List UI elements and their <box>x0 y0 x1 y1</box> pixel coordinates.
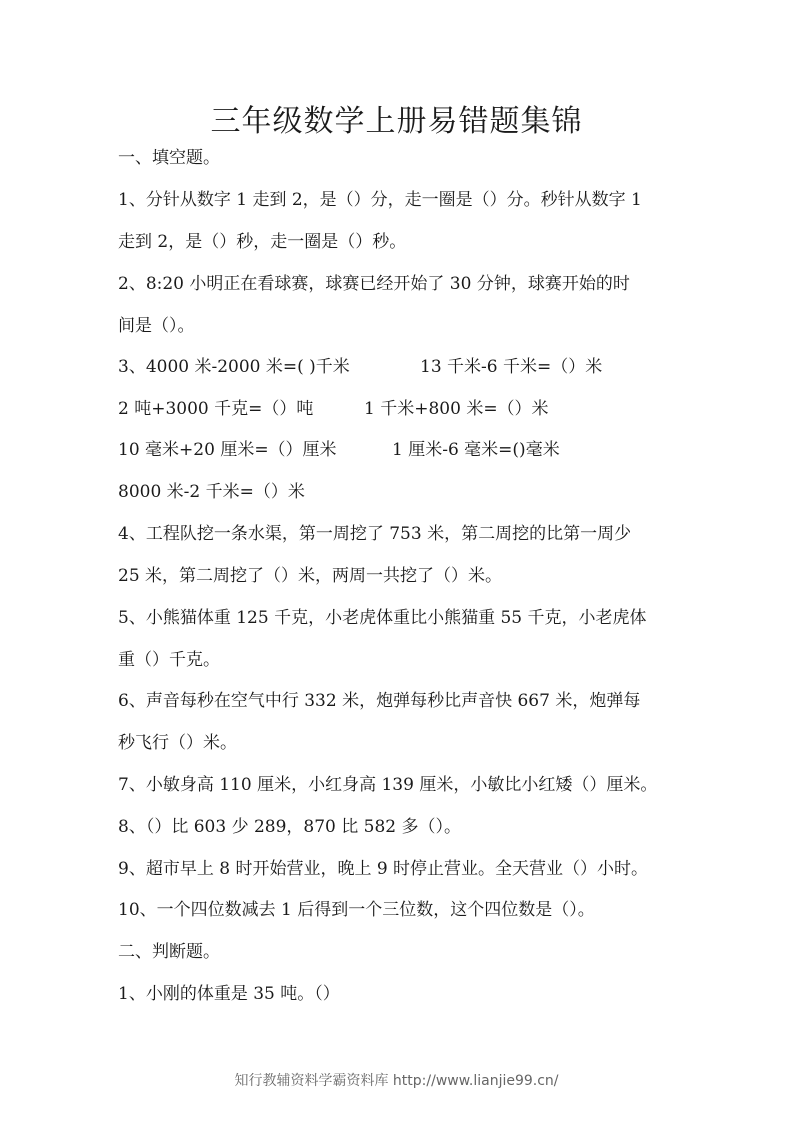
section-heading-true-false: 二、判断题。 <box>118 942 220 962</box>
page-title: 三年级数学上册易错题集锦 <box>210 104 583 139</box>
question-10: 10、一个四位数减去 1 后得到一个三位数，这个四位数是（）。 <box>118 900 595 920</box>
question-6-line-1: 6、声音每秒在空气中行 332 米，炮弹每秒比声音快 667 米，炮弹每 <box>118 691 641 711</box>
question-1-line-1: 1、分针从数字 1 走到 2，是（）分，走一圈是（）分。秒针从数字 1 <box>118 190 642 210</box>
footer-watermark: 知行教辅资料学霸资料库 http://www.lianjie99.cn/ <box>234 1073 559 1089</box>
judge-question-1: 1、小刚的体重是 35 吨。（） <box>118 984 340 1004</box>
question-4-line-1: 4、工程队挖一条水渠，第一周挖了 753 米，第二周挖的比第一周少 <box>118 524 632 544</box>
question-3-row-1-right: 13 千米-6 千米=（）米 <box>420 357 603 377</box>
question-6-line-2: 秒飞行（）米。 <box>118 733 237 753</box>
question-2-line-1: 2、8:20 小明正在看球赛，球赛已经开始了 30 分钟，球赛开始的时 <box>118 274 630 294</box>
question-5-line-2: 重（）千克。 <box>118 650 220 670</box>
question-1-line-2: 走到 2，是（）秒，走一圈是（）秒。 <box>118 232 407 252</box>
question-3-row-2-right: 1 千米+800 米=（）米 <box>364 399 549 419</box>
question-3-row-2-left: 2 吨+3000 千克=（）吨 <box>118 399 314 419</box>
section-heading-fill-in: 一、填空题。 <box>118 148 220 168</box>
question-2-line-2: 间是（）。 <box>118 316 195 336</box>
question-3-row-1-left: 3、4000 米-2000 米=( )千米 <box>118 357 350 377</box>
question-3-row-2 <box>118 397 678 421</box>
question-4-line-2: 25 米，第二周挖了（）米，两周一共挖了（）米。 <box>118 566 503 586</box>
question-9: 9、超市早上 8 时开始营业，晚上 9 时停止营业。全天营业（）小时。 <box>118 859 649 879</box>
question-3-row-1 <box>118 355 678 379</box>
question-3-row-3 <box>118 438 678 462</box>
question-5-line-1: 5、小熊猫体重 125 千克，小老虎体重比小熊猫重 55 千克，小老虎体 <box>118 608 647 628</box>
question-3-row-3-right: 1 厘米-6 毫米=()毫米 <box>392 440 560 460</box>
question-3-row-4: 8000 米-2 千米=（）米 <box>118 482 305 502</box>
question-8: 8、（）比 603 少 289，870 比 582 多（）。 <box>118 817 462 837</box>
question-3-row-3-left: 10 毫米+20 厘米=（）厘米 <box>118 440 337 460</box>
question-7: 7、小敏身高 110 厘米，小红身高 139 厘米，小敏比小红矮（）厘米。 <box>118 775 658 795</box>
